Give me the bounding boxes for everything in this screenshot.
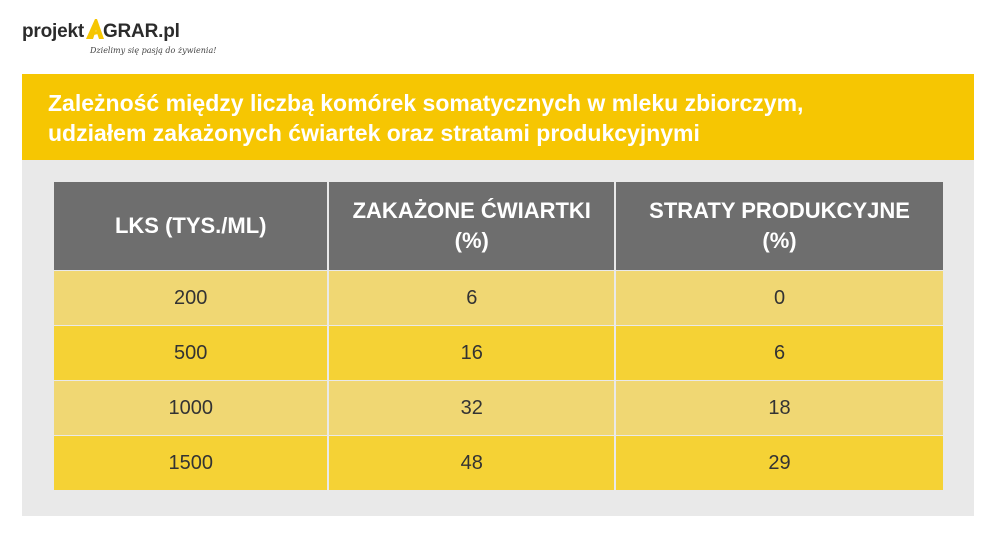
logo-wordmark <box>22 20 180 43</box>
cell-infected: 32 <box>328 381 615 436</box>
cell-infected: 6 <box>328 271 615 326</box>
table-row <box>54 271 943 326</box>
table-row <box>54 326 943 381</box>
logo-prefix: projekt <box>22 21 84 42</box>
header-lks: LKS (TYS./ML) <box>54 182 328 271</box>
logo-a-icon <box>85 20 103 40</box>
title-band <box>22 74 974 160</box>
cell-infected: 48 <box>328 436 615 491</box>
logo-tagline: Dzielimy się pasją do żywienia! <box>90 46 217 55</box>
cell-losses: 29 <box>615 436 943 491</box>
table-header-row <box>54 182 943 271</box>
cell-lks: 1500 <box>54 436 328 491</box>
logo-brand: GRAR <box>102 21 159 42</box>
title-line-1: Zależność między liczbą komórek somatycznych w mleku zbiorczym, <box>48 90 804 116</box>
page-title <box>48 88 803 148</box>
header-production-losses: STRATY PRODUKCYJNE (%) <box>615 182 943 271</box>
cell-losses: 6 <box>615 326 943 381</box>
title-line-2: udziałem zakażonych ćwiartek oraz stratami produkcyjnymi <box>48 120 700 146</box>
cell-lks: 200 <box>54 271 328 326</box>
cell-lks: 1000 <box>54 381 328 436</box>
data-table <box>54 182 943 490</box>
content-frame <box>22 74 974 516</box>
cell-infected: 16 <box>328 326 615 381</box>
cell-losses: 0 <box>615 271 943 326</box>
logo-suffix: .pl <box>158 21 180 42</box>
cell-lks: 500 <box>54 326 328 381</box>
table-row <box>54 381 943 436</box>
table-row <box>54 436 943 491</box>
header-infected-quarters: ZAKAŻONE ĆWIARTKI (%) <box>328 182 615 271</box>
cell-losses: 18 <box>615 381 943 436</box>
